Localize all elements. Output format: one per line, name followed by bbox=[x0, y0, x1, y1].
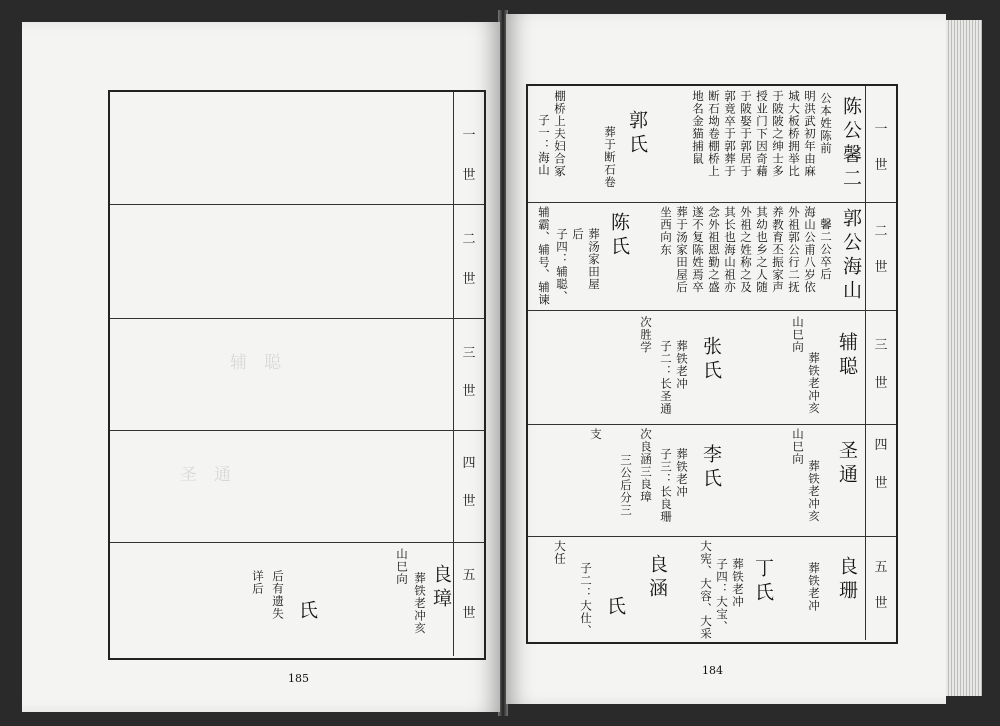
gen1-bio-line: 断石坳卷棚桥上 bbox=[707, 90, 721, 178]
gen1-spouse: 郭氏 bbox=[626, 110, 648, 158]
gen1-spouse-burial: 葬于断石卷 bbox=[603, 126, 617, 189]
gen2-spouse-note: 后 bbox=[571, 228, 585, 241]
gen1-bio-line: 郭竟卒于郭葬于 bbox=[723, 90, 737, 178]
gen2-spouse-children: 子四：辅聪、 bbox=[555, 228, 569, 303]
gen5-second-children-2: 大任 bbox=[553, 540, 567, 565]
gen1-bio-line: 明洪武初年由麻 bbox=[803, 90, 817, 178]
gen1-spouse-note: 棚桥上夫妇合冢 bbox=[553, 90, 567, 178]
gen1-bio-line: 城大板桥拥举比 bbox=[787, 90, 801, 178]
gen4-spouse-children-2: 次良涵三良璋 bbox=[639, 428, 653, 503]
gen5-orientation: 山巳向 bbox=[395, 548, 409, 586]
gen3-burial: 葬铁老冲亥 bbox=[807, 352, 821, 415]
gen5-spouse-burial: 葬铁老冲 bbox=[731, 558, 745, 608]
gen1-bio-line: 于陂陂之绅士多 bbox=[771, 90, 785, 178]
gen2-bio-line: 养教育丕振家声 bbox=[771, 206, 785, 294]
gen5-spouse: 氏 bbox=[296, 600, 318, 624]
right-row-gen4 bbox=[528, 424, 896, 537]
left-row-gen4 bbox=[110, 430, 484, 543]
gen5-second-children: 子二：大仕、 bbox=[579, 562, 593, 637]
gen3-spouse-children-2: 次胜学 bbox=[639, 316, 653, 354]
gen4-spouse-children-3: 三公后分三 bbox=[619, 454, 633, 517]
right-page bbox=[506, 14, 946, 704]
gen2-spouse-burial: 葬汤家田屋 bbox=[587, 228, 601, 291]
gen5-note: 后有遗失 bbox=[271, 570, 285, 620]
gen2-bio-line: 海山公甫八岁依 bbox=[803, 206, 817, 294]
gen3-spouse-children: 子二：长圣通 bbox=[659, 340, 673, 415]
gen4-spouse-children: 子三：长良珊 bbox=[659, 448, 673, 523]
left-generation-label-1: 一 世 bbox=[453, 92, 484, 204]
gen5-person-name: 良璋 bbox=[430, 564, 452, 612]
left-generation-label-2: 二 世 bbox=[453, 204, 484, 318]
left-generation-label-4: 四 世 bbox=[453, 430, 484, 542]
gen3-spouse: 张氏 bbox=[700, 336, 722, 384]
right-genealogy-table bbox=[526, 84, 898, 644]
gen2-spouse: 陈氏 bbox=[608, 212, 630, 260]
gen2-bio-line: 葬于汤家田屋后 bbox=[675, 206, 689, 294]
gen1-person-name: 陈公馨二 bbox=[840, 96, 862, 192]
gen3-spouse-burial: 葬铁老冲 bbox=[675, 340, 689, 390]
gen5-spouse-children: 子四：大宝、 bbox=[715, 558, 729, 633]
bleed-through-text: 圣 通 bbox=[180, 465, 231, 485]
gen5-note-detail: 详后 bbox=[251, 570, 265, 595]
left-genealogy-table bbox=[108, 90, 486, 660]
right-generation-label-3: 三 世 bbox=[865, 310, 896, 424]
gen4-spouse-burial: 葬铁老冲 bbox=[675, 448, 689, 498]
left-page bbox=[22, 22, 500, 712]
gen1-spouse-children: 子一：海山 bbox=[537, 114, 551, 177]
right-row-gen3 bbox=[528, 310, 896, 425]
left-row-gen5 bbox=[110, 542, 484, 656]
gen2-bio-line: 外祖郭公行二抚 bbox=[787, 206, 801, 294]
gen5-person-name: 良珊 bbox=[836, 556, 858, 604]
left-row-gen1 bbox=[110, 92, 484, 205]
left-row-gen2 bbox=[110, 204, 484, 319]
gen1-bio-line: 地名金猫捕鼠 bbox=[691, 90, 705, 165]
gen5-burial: 葬铁老冲 bbox=[807, 562, 821, 612]
right-generation-label-4: 四 世 bbox=[865, 424, 896, 536]
page-stack-edge bbox=[946, 20, 982, 696]
gen2-bio-line: 馨二公卒后 bbox=[819, 218, 833, 281]
gen2-bio-line: 外祖之姓称之及 bbox=[739, 206, 753, 294]
left-generation-label-5: 五 世 bbox=[453, 542, 484, 656]
left-generation-label-3: 三 世 bbox=[453, 318, 484, 430]
gen2-bio-line: 其幼也乡之人随 bbox=[755, 206, 769, 294]
gen5-spouse-children-2: 大宪、大容、大采 bbox=[699, 540, 713, 640]
gen2-bio-line: 念外祖恩勤之盛 bbox=[707, 206, 721, 294]
gen3-orientation: 山巳向 bbox=[791, 316, 805, 354]
gen4-spouse: 李氏 bbox=[700, 444, 722, 492]
gen2-spouse-children-2: 辅霸、辅号、辅谏 bbox=[537, 206, 551, 306]
gen2-person-name: 郭公海山 bbox=[840, 208, 862, 304]
gen5-burial: 葬铁老冲亥 bbox=[413, 572, 427, 635]
gen2-bio-line: 其长也海山祖亦 bbox=[723, 206, 737, 294]
right-generation-label-2: 二 世 bbox=[865, 202, 896, 310]
gen4-person-name: 圣通 bbox=[836, 440, 858, 488]
gen4-spouse-children-4: 支 bbox=[589, 428, 603, 441]
gen1-bio-line: 于陂娶于郭居于 bbox=[739, 90, 753, 178]
gen5-second-name: 良涵 bbox=[646, 554, 668, 602]
right-row-gen2 bbox=[528, 202, 896, 311]
right-row-gen5 bbox=[528, 536, 896, 640]
page-number: 184 bbox=[702, 664, 723, 677]
gen5-spouse: 丁氏 bbox=[752, 558, 774, 606]
right-row-gen1 bbox=[528, 86, 896, 203]
gen5-second-spouse: 氏 bbox=[604, 596, 626, 620]
gen4-burial: 葬铁老冲亥 bbox=[807, 460, 821, 523]
right-generation-label-5: 五 世 bbox=[865, 536, 896, 640]
gen2-bio-line: 遂不复陈姓焉卒 bbox=[691, 206, 705, 294]
left-row-gen3 bbox=[110, 318, 484, 431]
right-generation-label-1: 一 世 bbox=[865, 86, 896, 202]
gen1-bio-line: 公本姓陈前 bbox=[819, 92, 833, 155]
bleed-through-text: 辅 聪 bbox=[230, 353, 281, 373]
page-number: 185 bbox=[288, 672, 309, 685]
gen1-bio-line: 授业门下因奇藉 bbox=[755, 90, 769, 178]
gen3-person-name: 辅聪 bbox=[836, 332, 858, 380]
gen2-bio-line: 坐西向东 bbox=[659, 206, 673, 256]
gen4-orientation: 山巳向 bbox=[791, 428, 805, 466]
